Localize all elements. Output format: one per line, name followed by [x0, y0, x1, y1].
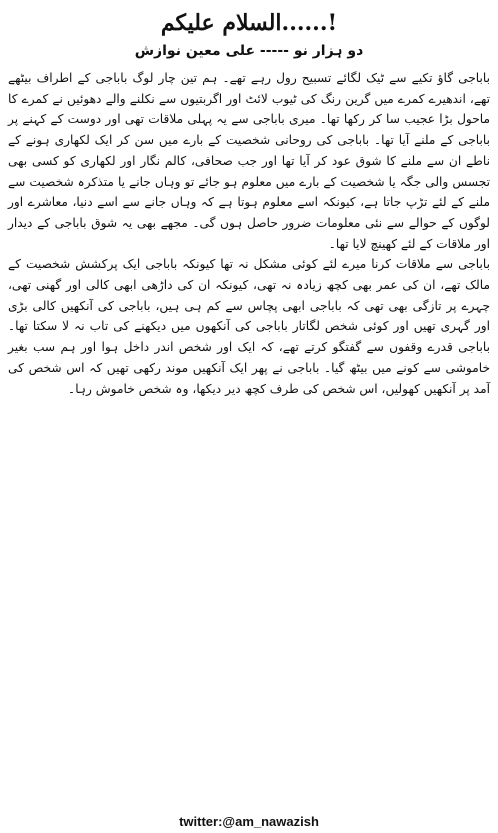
column-byline: دو ہزار نو ----- علی معین نوازش: [134, 43, 364, 59]
paragraph: باباجی سے ملاقات کرنا میرے لئے کوئی مشکل نہ تھا کیونکہ باباجی ایک پرکشش شخصیت کے مالک تھے، ان کی عمر بھی کچھ زیادہ نہ تھی، کیونکہ ان کی داڑھی ابھی کالی اور گھنی تھی، چہرے پر تازگی بھی تھی کہ باباجی ابھی پچاس سے کم ہی ہیں، باباجی کی آنکھیں کالی بڑی اور گہری تھیں اور کوئی شخص لگاتار باباجی کی آنکھوں میں دیکھنے کی تاب نہ لا سکتا تھا۔ باباجی قدرے وقفوں سے گفتگو کرتے تھے، کہ ایک اور شخص اندر داخل ہوا اور ہم سب بغیر خاموشی سے کونے میں بیٹھ گیا۔ باباجی نے پھر ایک آنکھیں موند رکھی تھیں کہ اس شخص کی آمد پر آنکھیں کھولیں، اس شخص کی طرف کچھ دیر دیکھا، وہ شخص خاموش رہا۔: [8, 257, 490, 396]
column-title: السلام علیکم......!: [160, 10, 338, 36]
paragraph: باباجی گاؤ تکیے سے ٹیک لگائے تسبیح رول رہے تھے۔ ہم تین چار لوگ باباجی کے اطراف بیٹھے تھے، اندھیرے کمرے میں گرین رنگ کی ٹیوب لائٹ اور اگربتیوں سے نکلنے والے دھوئیں نے کمرے کا ماحول بڑا عجیب سا کر رکھا تھا۔ میری باباجی سے یہ پہلی ملاقات تھی اور دوست کے کہنے پر باباجی کے ملنے آیا تھا۔ باباجی کی روحانی شخصیت کے بارے میں سن کر ایک لکھاری ہونے کے ناطے ان سے ملنے کا شوق عود کر آیا تھا اور جب صحافی، کالم نگار اور لکھاری کو کسی بھی تجسس والی جگہ یا شخصیت کے بارے میں معلوم ہو جائے تو وہاں جانے یا متذکرہ شخصیت سے ملنے کے لئے تڑپ جاتا ہے، کیونکہ اسے معلوم ہوتا ہے کہ وہاں جانے سے اسے دنیا، معاشرے اور لوگوں کے حوالے سے نئی معلومات ضرور حاصل ہوں گی۔ مجھے بھی یہ شوق باباجی کے دیدار اور ملاقات کے لئے کھینچ لایا تھا۔: [8, 71, 490, 251]
author-twitter-handle: twitter:@am_nawazish: [179, 814, 319, 829]
column-body: [8, 68, 490, 399]
